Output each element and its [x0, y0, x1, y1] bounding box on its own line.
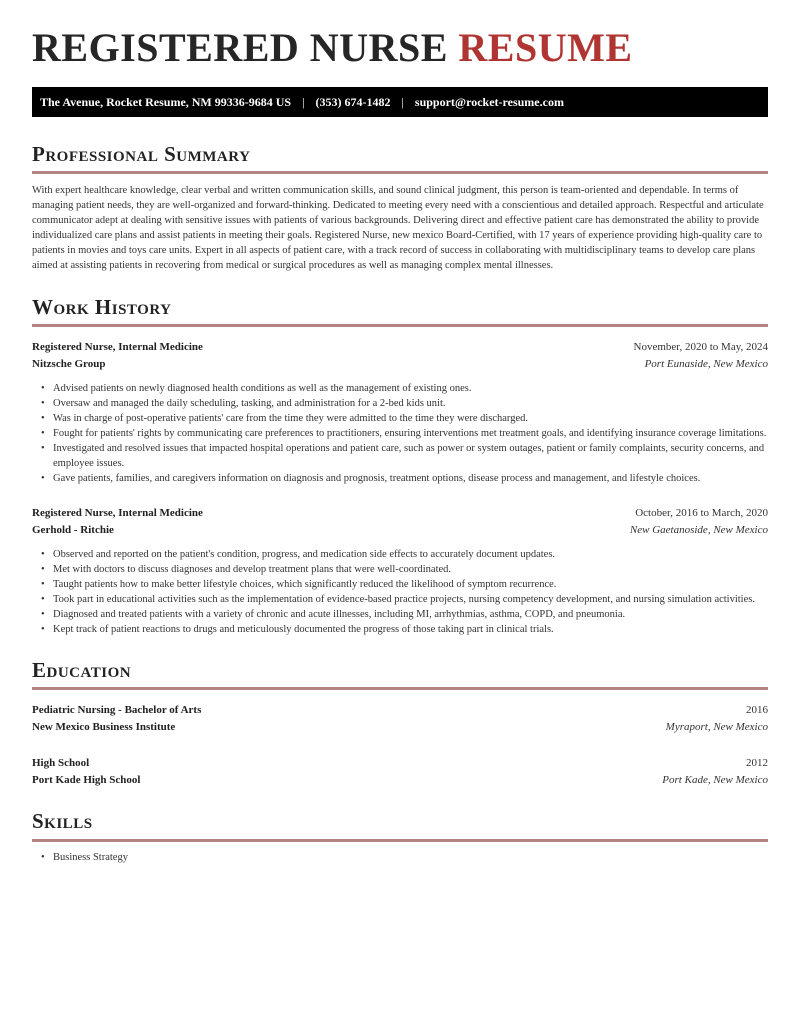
contact-separator: | — [401, 94, 404, 109]
page-title-dark: REGISTERED NURSE — [32, 25, 448, 70]
section-work-history — [32, 295, 768, 637]
summary-paragraph: With expert healthcare knowledge, clear verbal and written communication skills, and sound clinical judgment, this person is team-oriented and dependable. In terms of managing patient needs, they are well-organized and forward-thinking. Dedicated to meeting every need with a conscientious and detailed approach. Respectful and articulate communicator adept at dealing with sensitive issues with patients of various backgrounds. Delivering direct and effective patient care has demonstrated the ability to provide individualized care plans and assist patients in meeting their goals. Registered Nurse, new mexico Board-Certified, with 17 years of experience providing high-quality care to patients in movies and toys care units. Expert in all aspects of patient care, with a track record of success in collaborating with multidisciplinary teams to develop care plans aimed at assisting patients in recovering from medical or surgical procedures as well as managing complex mental illnesses. — [32, 185, 764, 272]
job-location: Port Eunaside, New Mexico — [644, 358, 768, 371]
job-bullet: • Took part in educational activities such as the implementation of evidence-based practice projects, nursing competency development, and nursing simulation activities. — [41, 592, 768, 607]
skill-item: • Business Strategy — [41, 850, 768, 865]
job-company-row — [32, 522, 768, 539]
contact-address: The Avenue, Rocket Resume, NM 99336-9684 US — [40, 94, 292, 109]
contact-separator: | — [302, 94, 305, 109]
job-entry — [32, 505, 768, 637]
job-title: Registered Nurse, Internal Medicine — [32, 341, 203, 354]
education-degree: Pediatric Nursing - Bachelor of Arts — [32, 704, 202, 717]
education-location: Port Kade, New Mexico — [662, 774, 768, 787]
skills-list — [32, 850, 768, 865]
job-entry — [32, 339, 768, 486]
job-company: Nitzsche Group — [32, 358, 106, 371]
section-education — [32, 658, 768, 789]
contact-bar — [32, 87, 768, 117]
job-bullet: • Fought for patients' rights by communicating care preferences to practitioners, ensuring interventions met treatment goals, and identifying insurance coverage limitations. — [41, 426, 768, 441]
job-bullet: • Was in charge of post-operative patients' care from the time they were admitted to the time they were discharged. — [41, 411, 768, 426]
job-bullet: • Taught patients how to make better lifestyle choices, which significantly reduced the likelihood of symptom recurrence. — [41, 577, 768, 592]
education-school-row — [32, 772, 768, 789]
education-degree-row — [32, 755, 768, 772]
job-title: Registered Nurse, Internal Medicine — [32, 507, 203, 520]
education-entry — [32, 755, 768, 789]
education-heading: Education — [32, 658, 768, 690]
education-entry — [32, 702, 768, 736]
education-school: New Mexico Business Institute — [32, 721, 176, 734]
education-degree-row — [32, 702, 768, 719]
section-skills — [32, 809, 768, 864]
job-bullet: • Observed and reported on the patient's condition, progress, and medication side effects to accurately document updates. — [41, 547, 768, 562]
work-history-heading: Work History — [32, 295, 768, 327]
job-company-row — [32, 356, 768, 373]
education-year: 2012 — [746, 757, 768, 770]
job-bullet: • Advised patients on newly diagnosed health conditions as well as the management of existing ones. — [41, 381, 768, 396]
skills-heading: Skills — [32, 809, 768, 841]
job-dates: October, 2016 to March, 2020 — [635, 507, 768, 520]
job-title-row — [32, 339, 768, 356]
job-location: New Gaetanoside, New Mexico — [629, 524, 768, 537]
page-title-accent: RESUME — [458, 25, 633, 70]
summary-heading: Professional Summary — [32, 142, 768, 174]
job-bullet: • Met with doctors to discuss diagnoses and develop treatment plans that were well-coordinated. — [41, 562, 768, 577]
job-bullet: • Oversaw and managed the daily scheduling, tasking, and administration for a 2-bed kids unit. — [41, 396, 768, 411]
job-title-row — [32, 505, 768, 522]
education-school-row — [32, 719, 768, 736]
job-bullet: • Diagnosed and treated patients with a variety of chronic and acute illnesses, including MI, arrhythmias, asthma, COPD, and pneumonia. — [41, 607, 768, 622]
job-dates: November, 2020 to May, 2024 — [633, 341, 768, 354]
contact-phone: (353) 674-1482 — [315, 94, 391, 109]
job-bullet-list — [32, 381, 768, 486]
education-location: Myraport, New Mexico — [665, 721, 768, 734]
education-year: 2016 — [746, 704, 768, 717]
education-school: Port Kade High School — [32, 774, 141, 787]
page-title — [32, 26, 768, 70]
education-degree: High School — [32, 757, 90, 770]
job-bullet: • Gave patients, families, and caregivers information on diagnosis and prognosis, treatment options, disease process and management, and lifestyle choices. — [41, 471, 768, 486]
section-professional-summary — [32, 142, 768, 273]
job-bullet: • Kept track of patient reactions to drugs and meticulously documented the progress of those taking part in clinical trials. — [41, 622, 768, 637]
job-bullet-list — [32, 547, 768, 637]
contact-email: support@rocket-resume.com — [414, 94, 564, 109]
job-company: Gerhold - Ritchie — [32, 524, 114, 537]
job-bullet: • Investigated and resolved issues that impacted hospital operations and patient care, such as power or system outages, patient or family complaints, security concerns, and employee issues. — [41, 441, 768, 471]
